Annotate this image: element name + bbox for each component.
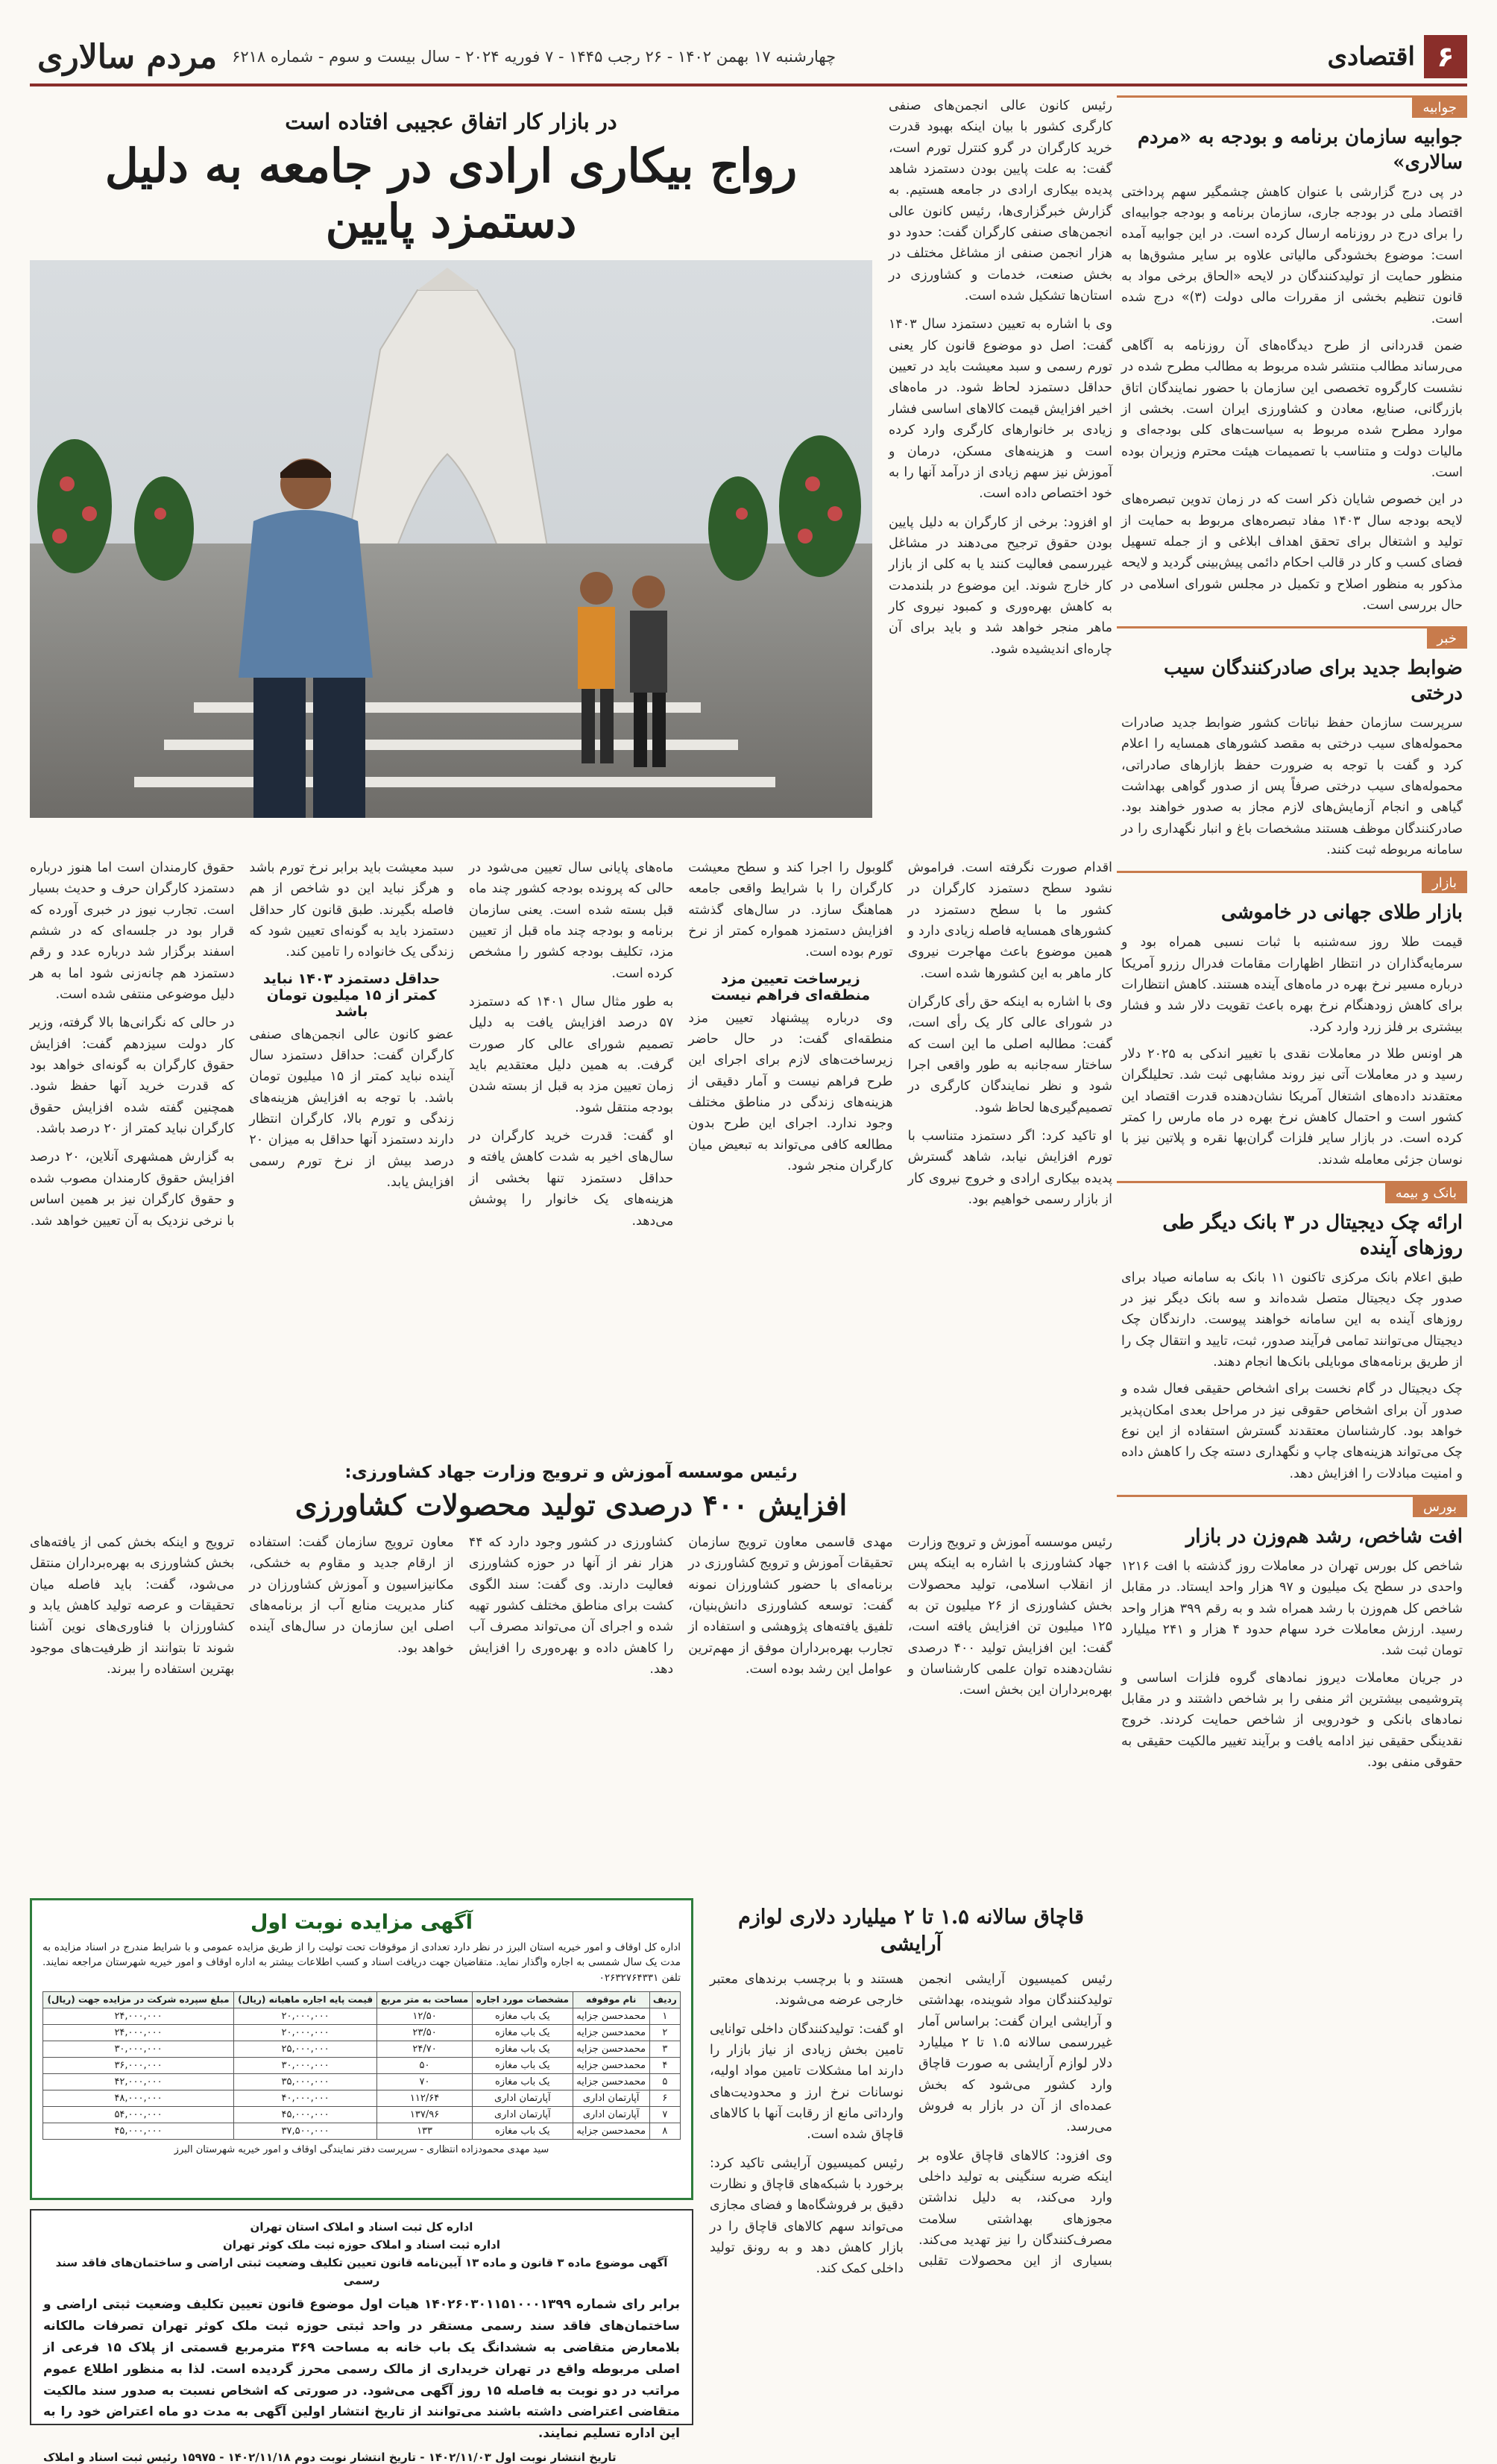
sidebar-paragraph: طبق اعلام بانک مرکزی تاکنون ۱۱ بانک به سامانه صیاد برای صدور چک دیجیتال متصل شده‌اند و سه بانک دیگر نیز در روزهای آینده به این سامانه خواهند پیوست. دارندگان چک دیجیتال می‌توانند تمامی فرآیند صدور، ثبت، تایید و انتقال چک را از طریق برنامه‌های موبایلی بانک‌ها انجام دهند. bbox=[1121, 1270, 1463, 1370]
registry-notice bbox=[30, 2209, 693, 2464]
table-cell: ۲۵,۰۰۰,۰۰۰ bbox=[234, 2041, 377, 2057]
table-cell: یک باب مغازه bbox=[472, 2073, 573, 2090]
sidebar-paragraph: سرپرست سازمان حفظ نباتات کشور ضوابط جدید صادرات محموله‌های سیب درختی به مقصد کشورهای همسایه را اعلام کرد و گفت با توجه به ضرورت حفظ بازارهای صادراتی، محموله‌های سیب درختی صرفاً پس از صدور گواهی بهداشت گیاهی و انجام آزمایش‌های لازم مجاز به صدور خواهند بود. صادرکنندگان موظف هستند مشخصات باغ و انبار نگهداری را در سامانه مربوطه ثبت کنند. bbox=[1121, 716, 1463, 858]
cosmetics-story bbox=[710, 1898, 1112, 2435]
table-cell: ۷۰ bbox=[377, 2073, 473, 2090]
table-row bbox=[43, 2008, 681, 2024]
ads-row bbox=[30, 1898, 1113, 2464]
story-paragraph: ماه‌های پایانی سال تعیین می‌شود در حالی که پرونده بودجه کشور چند ماه قبل بسته شده است. یعنی سازمان برنامه و بودجه چند ماه قبل از تعیین مزد، تکلیف بودجه کشور را مشخص کرده است. bbox=[468, 860, 674, 981]
table-cell: ۵۴,۰۰۰,۰۰۰ bbox=[43, 2106, 234, 2123]
table-cell: ۱۳۷/۹۶ bbox=[377, 2106, 473, 2123]
table-cell: محمدحسن جزایه bbox=[573, 2008, 649, 2024]
sidebar-tag-bar bbox=[1117, 1181, 1467, 1203]
table-cell: ۳۵,۰۰۰,۰۰۰ bbox=[234, 2073, 377, 2090]
auction-col-header: نام موقوفه bbox=[573, 1991, 649, 2008]
table-cell: ۴۵,۰۰۰,۰۰۰ bbox=[234, 2106, 377, 2123]
story-paragraph: به گزارش همشهری آنلاین، ۲۰ درصد افزایش حقوق کارمندان مصوب شده و حقوق کارگران نیز بر همین اساس با نرخی نزدیک به آن تعیین خواهد شد. bbox=[30, 1150, 235, 1229]
lead-paragraph: او افزود: برخی از کارگران به دلیل پایین بودن حقوق ترجیح می‌دهند در مشاغل غیررسمی فعالیت کنند یا به کلی از بازار کار خارج شوند. این موضوع در بلندمدت به کاهش بهره‌وری و کمبود نیروی کار ماهر منجر خواهد شد و باید برای آن چاره‌ای اندیشیده شود. bbox=[889, 514, 1112, 657]
table-row bbox=[43, 2024, 681, 2041]
sidebar-paragraph: در این خصوص شایان ذکر است که در زمان تدوین تبصره‌های لایحه بودجه سال ۱۴۰۳ مفاد تبصره‌های مربوط به حمایت از تولید و اشتغال برای تحقق اهداف ابلاغی و از جمله تسهیل فضای کسب و کار در قالب احکام دائمی پیش‌بینی گردید و لایحه مذکور به منظور اصلاح و تکمیل در مجلس شورای اسلامی در حال بررسی است. bbox=[1121, 492, 1463, 614]
auction-intro: اداره کل اوقاف و امور خیریه استان البرز در نظر دارد تعدادی از موقوفات تحت تولیت را از طریق مزایده عمومی و با شرایط مندرج در اسناد مزایده به مدت یک سال شمسی به اجاره واگذار نماید. متقاضیان جهت دریافت اسناد و کسب اطلاعات بیشتر به اداره اوقاف و امور خیریه شهرستان مراجعه نمایند. تلفن ۰۲۶۳۲۷۶۴۳۳۱ bbox=[42, 1941, 681, 1984]
street-photo bbox=[30, 260, 872, 818]
table-cell: یک باب مغازه bbox=[472, 2008, 573, 2024]
sidebar-tag: بورس bbox=[1413, 1497, 1467, 1517]
auction-ad bbox=[30, 1898, 693, 2200]
table-cell: ۲۳/۵۰ bbox=[377, 2024, 473, 2041]
paper-logo: مردم سالاری bbox=[37, 37, 218, 76]
sidebar-paragraph: در پی درج گزارشی با عنوان کاهش چشمگیر سهم پرداختی اقتصاد ملی در بودجه جاری، سازمان برنامه و بودجه جوابیه‌ای را برای درج در روزنامه ارسال کرده است. در این جوابیه آمده است: موضوع بخشودگی مالیاتی علاوه بر سایر مشوق‌ها به منظور حمایت از تولیدکنندگان در لایحه «الحاق برخی مواد به قانون تنظیم بخشی از مقررات مالی دولت (۳)» درج شده است. bbox=[1121, 184, 1463, 327]
story-paragraph: وی با اشاره به اینکه حق رأی کارگران در شورای عالی کار یک رأی است، گفت: مطالبه اصلی ما این است که ساختار سه‌جانبه به طور واقعی اجرا شود و نظر نمایندگان کارگری در تصمیم‌گیری‌ها لحاظ شود. bbox=[907, 995, 1112, 1115]
auction-title: آگهی مزایده نوبت اول bbox=[250, 1911, 473, 1934]
sidebar-paragraph: ضمن قدردانی از طرح دیدگاه‌های آن روزنامه به آگاهی می‌رساند مطالب منتشر شده مربوط به مطالب مطرح شده در نشست کارگروه تخصصی این سازمان با حضور نمایندگان اتاق بازرگانی، صنایع، معادن و کشاورزی ایران است. بخشی از موارد مطرح شده مربوط به سیاست‌های کلی بودجه‌ای و مالیات دولت و متناسب با تصمیمات هیئت محترم وزیران بوده است. bbox=[1121, 338, 1463, 481]
story-column bbox=[30, 857, 234, 1431]
notice-footer: تاریخ انتشار نوبت اول ۱۴۰۲/۱۱/۰۳ - تاریخ انتشار نوبت دوم ۱۴۰۲/۱۱/۱۸ - ۱۵۹۷۵ رئیس ثبت اسناد و املاک bbox=[43, 2451, 617, 2464]
auction-col-header: قیمت پایه اجاره ماهیانه (ریال) bbox=[234, 1991, 377, 2008]
table-cell: ۱۲/۵۰ bbox=[377, 2008, 473, 2024]
lead-paragraph: رئیس کانون عالی انجمن‌های صنفی کارگری کشور با بیان اینکه بهبود قدرت خرید کارگران در گرو کنترل تورم است، گفت: به علت پایین بودن دستمزد شاهد پدیده بیکاری ارادی در جامعه هستیم. به گزارش خبرگزاری‌ها، رئیس کانون عالی انجمن‌های صنفی کارگران گفت: حدود دو هزار انجمن صنفی از مشاغل مختلف در بخش صنعت، خدمات و کشاورزی در استان‌ها تشکیل شده است. bbox=[889, 98, 1112, 304]
story-paragraph: او گفت: قدرت خرید کارگران در سال‌های اخیر به شدت کاهش یافته و حداقل دستمزد تنها بخشی از هزینه‌های یک خانوار را پوشش می‌دهد. bbox=[468, 1129, 674, 1229]
table-cell: ۴۸,۰۰۰,۰۰۰ bbox=[43, 2090, 234, 2106]
table-cell: آپارتمان اداری bbox=[573, 2106, 649, 2123]
table-row bbox=[43, 2106, 681, 2123]
cosmetics-paragraph: رئیس کمیسیون آرایشی انجمن تولیدکنندگان مواد شوینده، بهداشتی و آرایشی ایران گفت: براساس آمار غیررسمی سالانه ۱.۵ تا ۲ میلیارد دلار لوازم آرایشی به صورت قاچاق وارد کشور می‌شود که بخش عمده‌ای از آن در بازار به فروش می‌رسد. bbox=[918, 1971, 1113, 2135]
table-row bbox=[43, 2090, 681, 2106]
table-cell: ۱۱۲/۶۴ bbox=[377, 2090, 473, 2106]
table-cell: ۳۶,۰۰۰,۰۰۰ bbox=[43, 2057, 234, 2073]
main-kicker: در بازار کار اتفاق عجیبی افتاده است bbox=[285, 109, 617, 134]
table-row bbox=[43, 2041, 681, 2057]
table-cell: محمدحسن جزایه bbox=[573, 2073, 649, 2090]
table-cell: ۵۰ bbox=[377, 2057, 473, 2073]
agri-headline: افزایش ۴۰۰ درصدی تولید محصولات کشاورزی bbox=[294, 1488, 848, 1522]
sidebar-box bbox=[1117, 626, 1467, 860]
story-paragraph: وی درباره پیشنهاد تعیین مزد منطقه‌ای گفت: در حال حاضر زیرساخت‌های لازم برای اجرای این طرح فراهم نیست و آمار دقیقی از هزینه‌های زندگی در مناطق مختلف وجود ندارد. اجرای این طرح بدون مطالعه کافی می‌تواند به تبعیض میان کارگران منجر شود. bbox=[688, 1010, 893, 1174]
table-row bbox=[43, 2057, 681, 2073]
table-cell: ۷ bbox=[649, 2106, 680, 2123]
cosmetics-headline: قاچاق سالانه ۱.۵ تا ۲ میلیارد دلاری لوازم آرایشی bbox=[738, 1906, 1084, 1956]
table-cell: ۳۷,۵۰۰,۰۰۰ bbox=[234, 2123, 377, 2139]
sidebar-box bbox=[1117, 1495, 1467, 1773]
agri-paragraph: ترویج و اینکه بخش کمی از یافته‌های بخش کشاورزی به بهره‌برداران منتقل می‌شود، گفت: باید فاصله میان تحقیقات و عرصه تولید کاهش یابد و کشاورزان با فناوری‌های نوین آشنا شوند تا بتوانند از ظرفیت‌های موجود بهترین استفاده را ببرند. bbox=[30, 1535, 235, 1677]
table-cell: یک باب مغازه bbox=[472, 2024, 573, 2041]
main-story bbox=[30, 95, 872, 818]
notice-body: برابر رای شماره ۱۴۰۲۶۰۳۰۱۱۵۱۰۰۰۱۳۹۹ هیات اول موضوع قانون تعیین تکلیف وضعیت ثبتی اراضی و ساختمان‌های فاقد سند رسمی مستقر در واحد ثبتی حوزه ثبت ملک کوثر تهران تصرفات مالکانه بلامعارض متقاضی به ششدانگ یک باب خانه به مساحت ۳۶۹ مترمربع قسمتی از پلاک ۱۵ فرعی از اصلی مربوطه واقع در تهران خریداری از مالک رسمی محرز گردیده است. لذا به منظور اطلاع عموم مراتب در دو نوبت به فاصله ۱۵ روز آگهی می‌شود. در صورتی که اشخاص نسبت به صدور سند مالکیت متقاضی اعتراضی داشته باشند می‌توانند از تاریخ انتشار اولین آگهی به مدت دو ماه اعتراض خود را به این اداره تسلیم نمایند. bbox=[43, 2297, 680, 2442]
story-paragraph: سبد معیشت باید برابر نرخ تورم باشد و هرگز نباید این دو شاخص از هم فاصله بگیرند. طبق قانون کار حداقل دستمزد باید به گونه‌ای تعیین شود که زندگی یک خانواده را تامین کند. bbox=[249, 860, 454, 960]
agri-columns bbox=[30, 1532, 1112, 1882]
table-cell: ۱۳۳ bbox=[377, 2123, 473, 2139]
table-cell: ۸ bbox=[649, 2123, 680, 2139]
story-subheading: زیرساخت تعیین مزد منطقه‌ای فراهم نیست bbox=[710, 970, 871, 1003]
auction-footer: سید مهدی محمودزاده انتظاری - سرپرست دفتر نمایندگی اوقاف و امور خیریه شهرستان البرز bbox=[174, 2143, 549, 2155]
cosmetics-paragraph: رئیس کمیسیون آرایشی تاکید کرد: برخورد با شبکه‌های قاچاق و نظارت دقیق بر فروشگاه‌ها و فضای مجازی می‌تواند سهم کالاهای قاچاق را در بازار کاهش دهد و به رونق تولید داخلی کمک کند. bbox=[710, 2155, 904, 2277]
main-headline: رواج بیکاری ارادی در جامعه به دلیل دستمزد پایین bbox=[104, 139, 798, 249]
section-number: ۶ bbox=[1424, 35, 1467, 78]
table-cell: ۳۰,۰۰۰,۰۰۰ bbox=[43, 2041, 234, 2057]
cosmetics-paragraph: وی افزود: کالاهای قاچاق علاوه بر اینکه ضربه سنگینی به تولید داخلی وارد می‌کند، به دلیل نداشتن مجوزهای بهداشتی سلامت مصرف‌کنندگان را نیز تهدید می‌کند. بسیاری از این محصولات تقلبی هستند و با برچسب برندهای معتبر خارجی عرضه می‌شوند. bbox=[710, 1971, 1112, 2269]
cosmetics-paragraph: او گفت: تولیدکنندگان داخلی توانایی تامین بخش زیادی از نیاز بازار را دارند اما مشکلات تامین مواد اولیه، نوسانات نرخ ارز و محدودیت‌های وارداتی مانع از رقابت آنها با کالاهای قاچاق شده است. bbox=[710, 2021, 904, 2143]
auction-col-header: مشخصات مورد اجاره bbox=[472, 1991, 573, 2008]
table-cell: ۶ bbox=[649, 2090, 680, 2106]
sidebar-paragraph: شاخص کل بورس تهران در معاملات روز گذشته با افت ۱۲۱۶ واحدی در سطح یک میلیون و ۹۷ هزار واحد ایستاد. در مقابل شاخص کل هم‌وزن با رشد همراه شد و به رقم ۳۹۹ هزار واحد رسید. ارزش معاملات خرد سهام حدود ۴ هزار و ۲۴۱ میلیارد تومان ثبت شد. bbox=[1121, 1558, 1463, 1659]
table-cell: ۴۵,۰۰۰,۰۰۰ bbox=[43, 2123, 234, 2139]
agri-paragraph: کشاورزی در کشور وجود دارد که ۴۴ هزار نفر از آنها در حوزه کشاورزی فعالیت دارند. وی گفت: سند الگوی کشت برای مناطق مختلف کشور تهیه شده و اجرای آن می‌تواند مصرف آب را کاهش داده و بهره‌وری را افزایش دهد. bbox=[468, 1535, 674, 1677]
table-cell: محمدحسن جزایه bbox=[573, 2024, 649, 2041]
auction-col-header: مبلغ سپرده شرکت در مزایده جهت (ریال) bbox=[43, 1991, 234, 2008]
sidebar-tag-bar bbox=[1117, 1495, 1467, 1517]
story-paragraph: اقدام صورت نگرفته است. فراموش نشود سطح دستمزد کارگران در کشور ما با سطح دستمزد در کشورهای همسایه فاصله زیادی دارد و همین موضوع باعث مهاجرت نیروی کار ماهر به این کشورها شده است. bbox=[907, 860, 1112, 981]
table-row bbox=[43, 2123, 681, 2139]
table-cell: محمدحسن جزایه bbox=[573, 2057, 649, 2073]
lead-paragraph: وی با اشاره به تعیین دستمزد سال ۱۴۰۳ گفت: اصل دو موضوع قانون کار یعنی تورم رسمی و سبد معیشت باید در تعیین حداقل دستمزد لحاظ شود. در ماه‌های اخیر افزایش قیمت کالاهای اساسی فشار زیادی بر خانوارهای کارگری وارد کرده است و هزینه‌های مسکن، درمان و آموزش نیز سهم زیادی از درآمد آنها را به خود اختصاص داده است. bbox=[889, 317, 1112, 502]
sidebar-tag: خبر bbox=[1427, 628, 1468, 649]
agri-paragraph: معاون ترویج سازمان گفت: استفاده از ارقام جدید و مقاوم به خشکی، مکانیزاسیون و آموزش کشاورزان در کنار مدیریت منابع آب از برنامه‌های اصلی این سازمان در سال‌های آینده خواهد بود. bbox=[249, 1535, 454, 1656]
table-cell: محمدحسن جزایه bbox=[573, 2041, 649, 2057]
table-cell: آپارتمان اداری bbox=[472, 2090, 573, 2106]
story-column bbox=[469, 857, 673, 1431]
auction-col-header: ردیف bbox=[649, 1991, 680, 2008]
table-cell: ۲۰,۰۰۰,۰۰۰ bbox=[234, 2024, 377, 2041]
table-cell: ۵ bbox=[649, 2073, 680, 2090]
table-cell: ۲۴,۰۰۰,۰۰۰ bbox=[43, 2024, 234, 2041]
azadi-tower-photo bbox=[30, 260, 872, 818]
sidebar-box bbox=[1117, 871, 1467, 1170]
sidebar-tag: جوابیه bbox=[1412, 98, 1467, 118]
section-header bbox=[1327, 35, 1467, 78]
story-paragraph: حقوق کارمندان است اما هنوز درباره دستمزد کارگران حرف و حدیث بسیار است. تجارب نیوز در خبری آورده که قرار بود در جلسه‌ای که در ششم اسفند برگزار شد درباره عدد و رقم دستمزد هم چانه‌زنی شود اما به هر دلیل موضوعی منتفی شده است. bbox=[30, 860, 235, 1003]
agriculture-story bbox=[30, 1460, 1112, 1882]
table-cell: ۴ bbox=[649, 2057, 680, 2073]
sidebar-paragraph: در جریان معاملات دیروز نمادهای گروه فلزات اساسی و پتروشیمی بیشترین اثر منفی را بر شاخص داشتند و در مقابل نمادهای بانکی و خودرویی از شاخص حمایت کردند. خروج نقدینگی حقیقی نیز ادامه یافت و برآیند تغییر مالکیت حقیقی به حقوقی منفی بود. bbox=[1121, 1670, 1463, 1770]
sidebar-tag: بانک و بیمه bbox=[1385, 1183, 1467, 1203]
sidebar-paragraph: چک دیجیتال در گام نخست برای اشخاص حقیقی فعال شده و صدور آن برای اشخاص حقوقی نیز در مراحل بعدی امکان‌پذیر خواهد بود. کارشناسان معتقدند گسترش استفاده از این نوع چک می‌تواند هزینه‌های چاپ و نگهداری دسته چک را کاهش داده و امنیت مبادلات را افزایش دهد. bbox=[1121, 1381, 1463, 1481]
table-cell: ۳ bbox=[649, 2041, 680, 2057]
cosmetics-body bbox=[710, 1969, 1112, 2280]
story-column bbox=[908, 857, 1112, 1431]
ads bbox=[30, 1898, 693, 2464]
story-paragraph: در حالی که نگرانی‌ها بالا گرفته، وزیر کار دولت سیزدهم گفت: افزایش حقوق کارگران به گونه‌ای خواهد بود که قدرت خرید آنها حفظ شود. همچنین گفته شده افزایش حقوق کارگران نباید کمتر از ۲۰ درصد باشد. bbox=[30, 1015, 235, 1137]
auction-table bbox=[42, 1991, 681, 2140]
table-cell: ۲۴/۷۰ bbox=[377, 2041, 473, 2057]
story-column bbox=[688, 857, 892, 1431]
table-cell: یک باب مغازه bbox=[472, 2041, 573, 2057]
story-paragraph: به طور مثال سال ۱۴۰۱ که دستمزد ۵۷ درصد افزایش یافت به دلیل تصمیم شورای عالی کار صورت گرفت. به همین دلیل معتقدیم باید زمان تعیین مزد به قبل از بسته شدن بودجه منتقل شود. bbox=[468, 995, 674, 1115]
story-paragraph: او تاکید کرد: اگر دستمزد متناسب با تورم افزایش نیابد، شاهد گسترش پدیده بیکاری ارادی و خروج نیروی کار از بازار رسمی خواهیم بود. bbox=[907, 1129, 1112, 1208]
sidebar-headline: جوابیه سازمان برنامه و بودجه به «مردم سالاری» bbox=[1137, 126, 1463, 174]
notice-header: اداره کل ثبت اسناد و املاک استان تهران اداره ثبت اسناد و املاک حوزه ثبت ملک کوثر تهران آگهی موضوع ماده ۳ قانون و ماده ۱۳ آیین‌نامه قانون تعیین تکلیف وضعیت ثبتی اراضی و ساختمان‌های فاقد سند رسمی bbox=[55, 2220, 668, 2287]
agri-kicker: رئیس موسسه آموزش و ترویج وزارت جهاد کشاورزی: bbox=[344, 1463, 798, 1482]
dateline: چهارشنبه ۱۷ بهمن ۱۴۰۲ - ۲۶ رجب ۱۴۴۵ - ۷ فوریه ۲۰۲۴ - سال بیست و سوم - شماره ۶۲۱۸ bbox=[232, 48, 836, 66]
agri-paragraph: مهدی قاسمی معاون ترویج سازمان تحقیقات آموزش و ترویج کشاورزی در برنامه‌ای با حضور کشاورزان نمونه گفت: توسعه کشاورزی دانش‌بنیان، تلفیق یافته‌های پژوهشی و استفاده از تجارب بهره‌برداران موفق از مهم‌ترین عوامل این رشد بوده است. bbox=[688, 1535, 893, 1677]
sidebar-headline: ضوابط جدید برای صادرکنندگان سیب درختی bbox=[1163, 657, 1463, 705]
table-cell: آپارتمان اداری bbox=[573, 2090, 649, 2106]
table-cell: یک باب مغازه bbox=[472, 2057, 573, 2073]
table-cell: یک باب مغازه bbox=[472, 2123, 573, 2139]
sidebar-tag: بازار bbox=[1422, 873, 1467, 893]
auction-col-header: مساحت به متر مربع bbox=[377, 1991, 473, 2008]
table-cell: ۲ bbox=[649, 2024, 680, 2041]
table-cell: ۲۴,۰۰۰,۰۰۰ bbox=[43, 2008, 234, 2024]
sidebar-paragraph: قیمت طلا روز سه‌شنبه با ثبات نسبی همراه بود و سرمایه‌گذاران در انتظار اظهارات مقامات فدرال رزرو آمریکا درباره مسیر نرخ بهره در ماه‌های آینده هستند. کاهش انتظارات برای کاهش زودهنگام نرخ بهره باعث تقویت دلار شد و فشار بیشتری بر فلز زرد وارد کرد. bbox=[1121, 935, 1463, 1035]
story-column bbox=[249, 857, 453, 1431]
sidebar-headline: افت شاخص، رشد هم‌وزن در بازار bbox=[1185, 1525, 1463, 1548]
table-cell: ۲۰,۰۰۰,۰۰۰ bbox=[234, 2008, 377, 2024]
table-cell: ۴۲,۰۰۰,۰۰۰ bbox=[43, 2073, 234, 2090]
sidebar-paragraph: هر اونس طلا در معاملات نقدی با تغییر اندکی به ۲۰۲۵ دلار رسید و در معاملات آتی نیز روند مشابهی ثبت شد. تحلیلگران معتقدند داده‌های اشتغال آمریکا نشان‌دهنده قدرت اقتصاد این کشور است و احتمال کاهش نرخ بهره در ماه مارس را کمتر کرده است. در بازار سایر فلزات گران‌بها نقره و پلاتین نیز با نوسان جزئی معامله شدند. bbox=[1121, 1046, 1463, 1168]
table-cell: ۳۰,۰۰۰,۰۰۰ bbox=[234, 2057, 377, 2073]
sidebar-headline: بازار طلای جهانی در خاموشی bbox=[1220, 901, 1463, 924]
sidebar bbox=[1117, 95, 1467, 2348]
story-subheading: حداقل دستمزد ۱۴۰۳ نباید کمتر از ۱۵ میلیون تومان باشد bbox=[262, 970, 441, 1020]
table-cell: ۱ bbox=[649, 2008, 680, 2024]
table-cell: آپارتمان اداری bbox=[472, 2106, 573, 2123]
story-paragraph: گلوبول را اجرا کند و سطح معیشت کارگران را با شرایط واقعی جامعه هماهنگ سازد. در سال‌های گذشته افزایش دستمزد همواره کمتر از نرخ تورم بوده است. bbox=[688, 860, 893, 960]
lead-column bbox=[889, 95, 1112, 852]
table-cell: محمدحسن جزایه bbox=[573, 2123, 649, 2139]
masthead bbox=[30, 30, 1467, 86]
sidebar-tag-bar bbox=[1117, 95, 1467, 118]
table-row bbox=[43, 2073, 681, 2090]
main-area bbox=[30, 95, 1113, 2464]
sidebar-tag-bar bbox=[1117, 871, 1467, 893]
agri-paragraph: رئیس موسسه آموزش و ترویج وزارت جهاد کشاورزی با اشاره به اینکه پس از انقلاب اسلامی، تولید محصولات بخش کشاورزی از ۲۶ میلیون تن به ۱۲۵ میلیون تن افزایش یافته است، گفت: این افزایش تولید ۴۰۰ درصدی نشان‌دهنده توان علمی کارشناسان و بهره‌برداران این بخش است. bbox=[907, 1535, 1112, 1698]
section-name: اقتصادی bbox=[1327, 42, 1415, 72]
sidebar-box bbox=[1117, 1181, 1467, 1484]
table-cell: ۴۰,۰۰۰,۰۰۰ bbox=[234, 2090, 377, 2106]
sidebar-headline: ارائه چک دیجیتال در ۳ بانک دیگر طی روزهای آینده bbox=[1162, 1211, 1463, 1259]
main-story-columns bbox=[30, 857, 1112, 1431]
story-paragraph: عضو کانون عالی انجمن‌های صنفی کارگران گفت: حداقل دستمزد سال آینده نباید کمتر از ۱۵ میلیون تومان باشد. با توجه به افزایش هزینه‌های زندگی و تورم بالا، کارگران انتظار دارند دستمزد آنها حداقل به میزان ۲۰ درصد بیش از نرخ تورم رسمی افزایش یابد. bbox=[249, 1027, 454, 1191]
sidebar-box bbox=[1117, 95, 1467, 616]
sidebar-tag-bar bbox=[1117, 626, 1467, 649]
